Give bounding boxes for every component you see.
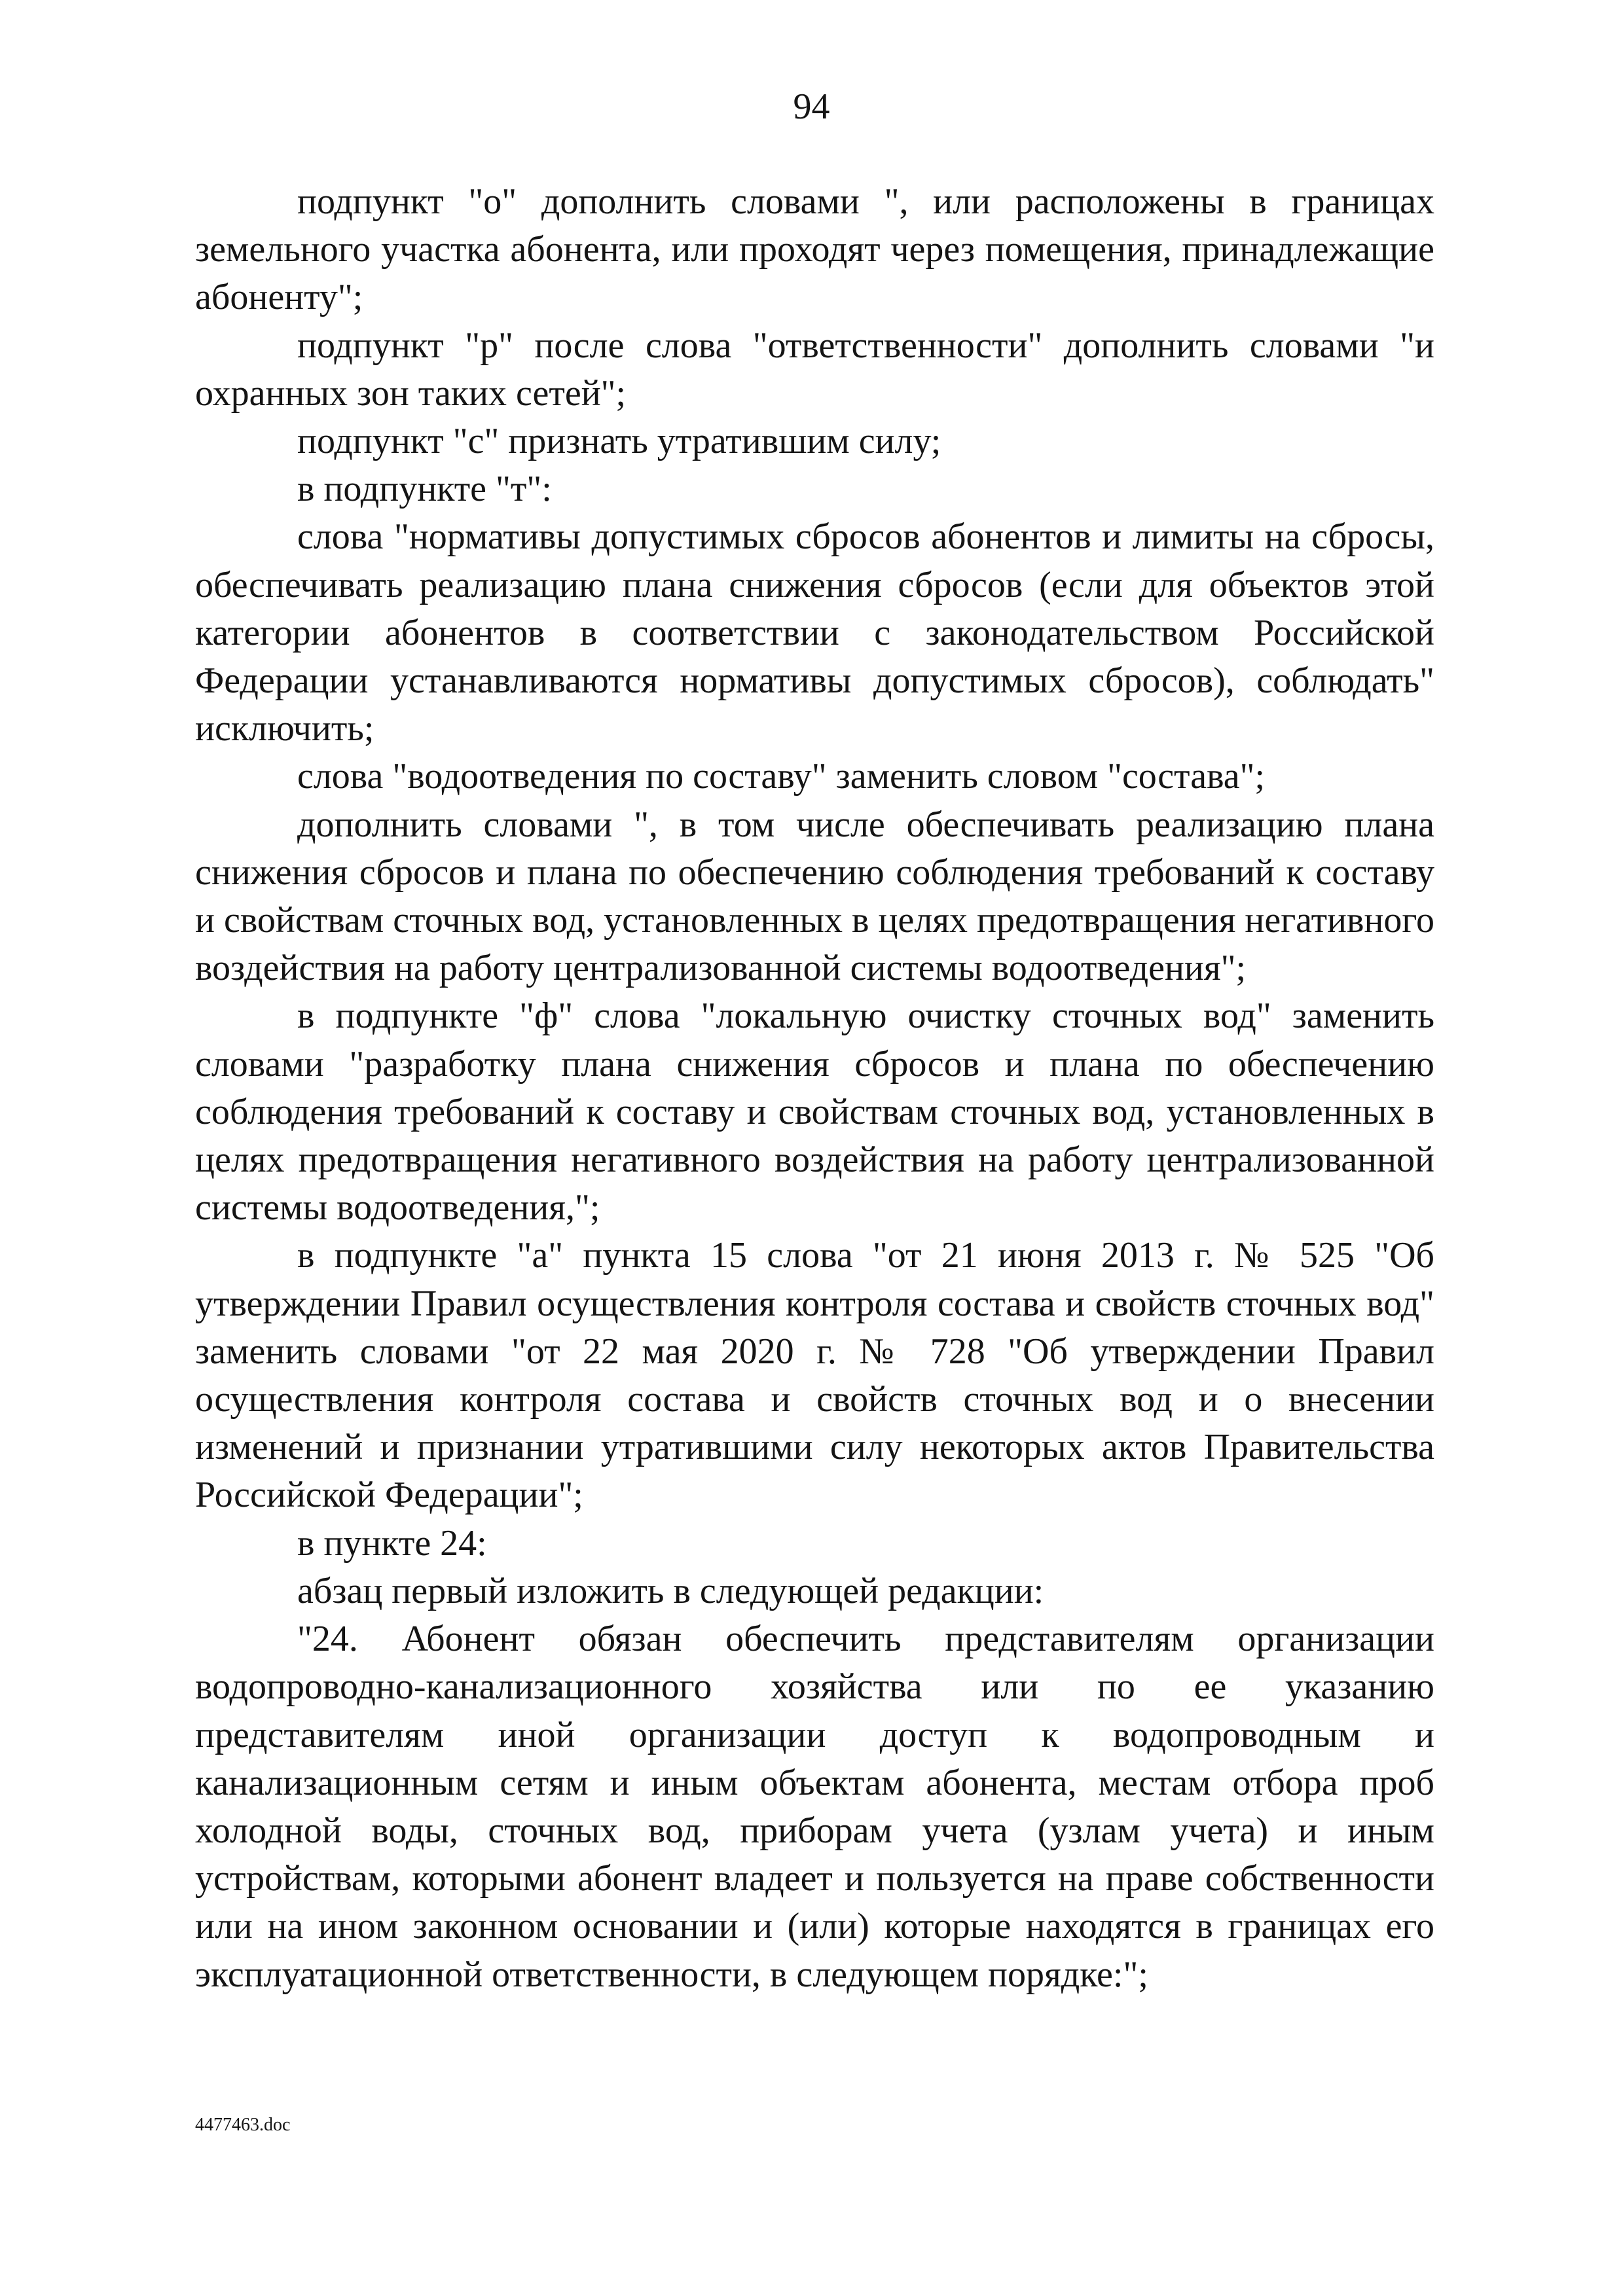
paragraph: слова "водоотведения по составу" заменить словом "состава"; (297, 756, 1266, 797)
paragraph: дополнить словами ", в том числе обеспечивать реализацию плана снижения сбросов и плана по обеспечению соблюдения требований к составу и свойствам сточных вод, установленных в целях предотвращения негативного воздействия на работу централизованной системы водоотведения"; (195, 804, 1434, 989)
paragraph: абзац первый изложить в следующей редакции: (297, 1570, 1044, 1611)
paragraph: подпункт "с" признать утратившим силу; (297, 421, 941, 462)
paragraph: в подпункте "а" пункта 15 слова "от 21 июня 2013 г. № 525 "Об утверждении Правил осуществления контроля состава и свойств сточных вод" заменить словами "от 22 мая 2020 г. № 728 "Об утверждении Правил осуществления контроля состава и свойств сточных вод и о внесении изменений и признании утратившими силу некоторых актов Правительства Российской Федерации"; (195, 1235, 1434, 1516)
paragraph: в подпункте "ф" слова "локальную очистку сточных вод" заменить словами "разработку плана снижения сбросов и плана по обеспечению соблюдения требований к составу и свойствам сточных вод, установленных в целях предотвращения негативного воздействия на работу централизованной системы водоотведения,"; (195, 996, 1434, 1229)
footer-filename: 4477463.doc (195, 2115, 291, 2135)
paragraph: "24. Абонент обязан обеспечить представителям организации водопроводно-канализационного хозяйства или по ее указанию представителям иной организации доступ к водопроводным и канализационным сетям и иным объектам абонента, местам отбора проб холодной воды, сточных вод, приборам учета (узлам учета) и иным устройствам, которыми абонент владеет и пользуется на праве собственности или на ином законном основании и (или) которые находятся в границах его эксплуатационной ответственности, в следующем порядке:"; (195, 1619, 1434, 1995)
paragraph: слова "нормативы допустимых сбросов абонентов и лимиты на сбросы, обеспечивать реализацию плана снижения сбросов (если для объектов этой категории абонентов в соответствии с законодательством Российской Федерации устанавливаются нормативы допустимых сбросов), соблюдать" исключить; (195, 516, 1434, 749)
document-body (195, 178, 1434, 1999)
paragraph: подпункт "о" дополнить словами ", или расположены в границах земельного участка абонента, или проходят через помещения, принадлежащие абоненту"; (195, 181, 1434, 318)
paragraph: подпункт "р" после слова "ответственности" дополнить словами "и охранных зон таких сетей"; (195, 325, 1434, 414)
paragraph: в пункте 24: (297, 1522, 487, 1564)
page-number: 94 (793, 86, 830, 127)
paragraph: в подпункте "т": (297, 469, 552, 510)
